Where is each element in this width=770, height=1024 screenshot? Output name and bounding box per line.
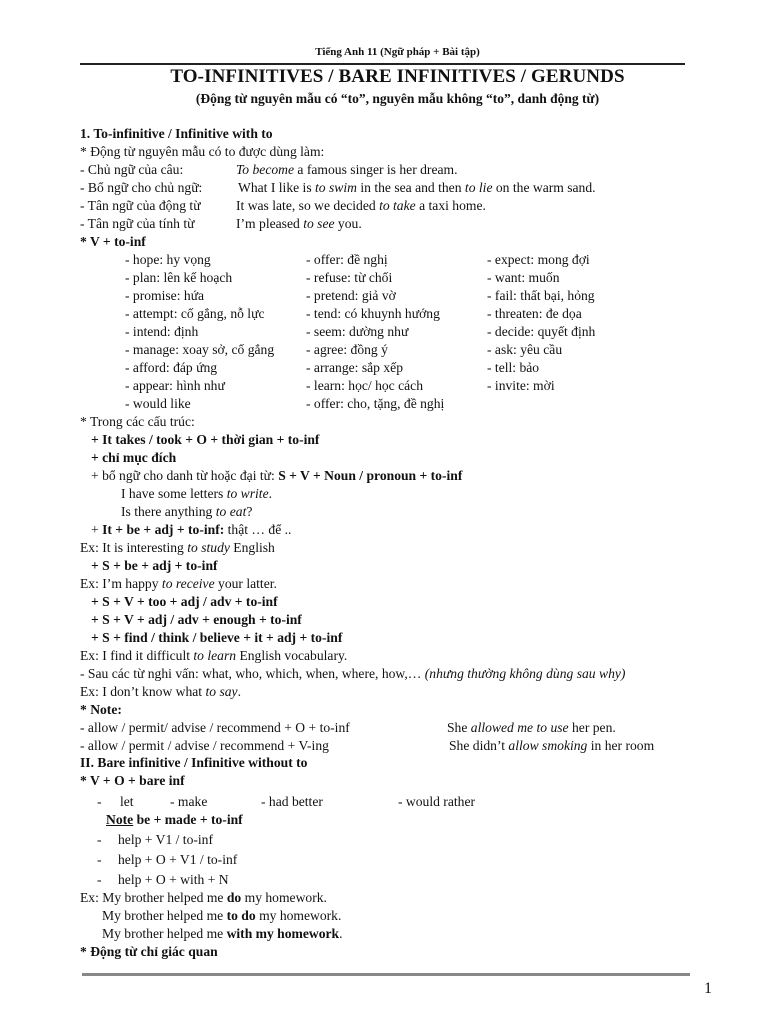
use-label: - Chủ ngữ của câu: (80, 162, 184, 177)
verb-list-item: - invite: mời (487, 378, 555, 393)
list-dash: - (97, 832, 102, 847)
structure-line: + S + find / think / believe + it + adj + to-inf (91, 630, 343, 645)
help-pattern: help + O + V1 / to-inf (118, 852, 238, 867)
example-line: Is there anything to eat? (121, 504, 253, 519)
note-line: - allow / permit / advise / recommend + V-ing (80, 738, 329, 753)
section1-intro: * Động từ nguyên mẫu có to được dùng làm: (80, 144, 325, 159)
structure-line: + bổ ngữ cho danh từ hoặc đại từ: S + V + Noun / pronoun + to-inf (91, 468, 463, 483)
verb-list-item: - plan: lên kế hoạch (125, 270, 233, 285)
section1-heading: 1. To-infinitive / Infinitive with to (80, 126, 273, 141)
list-dash: - (97, 852, 102, 867)
perception-verbs-heading: * Động từ chỉ giác quan (80, 944, 218, 959)
verb-list-item: - want: muốn (487, 270, 560, 285)
verb-list-item: - attempt: cố gắng, nỗ lực (125, 306, 265, 321)
use-label: - Bổ ngữ cho chủ ngữ: (80, 180, 203, 195)
note-line: - allow / permit/ advise / recommend + O + to-inf (80, 720, 350, 735)
note-heading: * Note: (80, 702, 122, 717)
structure-line: + It takes / took + O + thời gian + to-inf (91, 432, 320, 447)
verb-list-item: - seem: dường như (306, 324, 409, 339)
verb-list-item: - tell: bảo (487, 360, 540, 375)
v-to-inf-heading: * V + to-inf (80, 234, 146, 249)
example-line: Ex: I find it difficult to learn English vocabulary. (80, 648, 348, 663)
structure-line: + S + be + adj + to-inf (91, 558, 218, 573)
verb-list-item: - offer: cho, tặng, đề nghị (306, 396, 445, 411)
verb-list-item: - expect: mong đợi (487, 252, 590, 267)
wh-words-line: - Sau các từ nghi vấn: what, who, which, when, where, how,… (nhưng thường không dùng sau why) (80, 666, 626, 681)
running-header: Tiếng Anh 11 (Ngữ pháp + Bài tập) (315, 46, 480, 58)
example-line: I have some letters to write. (121, 486, 273, 501)
verb-list-item: - learn: học/ học cách (306, 378, 423, 393)
note-made-line: Note be + made + to-inf (106, 812, 243, 827)
bare-inf-verb: let (120, 794, 134, 809)
list-dash: - (97, 872, 102, 887)
verb-list-item: - offer: đề nghị (306, 252, 388, 267)
structure-line: + S + V + too + adj / adv + to-inf (91, 594, 278, 609)
bare-inf-verb: - make (170, 794, 208, 809)
verb-list-item: - threaten: đe dọa (487, 306, 582, 321)
help-pattern: help + V1 / to-inf (118, 832, 214, 847)
verb-list-item: - promise: hứa (125, 288, 205, 303)
note-example: She didn’t allow smoking in her room (449, 738, 655, 753)
section2-heading: II. Bare infinitive / Infinitive without to (80, 755, 308, 770)
verb-list-item: - agree: đồng ý (306, 342, 388, 357)
help-pattern: help + O + with + N (118, 872, 229, 887)
page-title: TO-INFINITIVES / BARE INFINITIVES / GERUNDS (170, 66, 625, 87)
note-example: She allowed me to use her pen. (447, 720, 616, 735)
use-example: It was late, so we decided to take a taxi home. (236, 198, 486, 213)
use-example: I’m pleased to see you. (236, 216, 362, 231)
use-label: - Tân ngữ của tính từ (80, 216, 195, 231)
use-label: - Tân ngữ của động từ (80, 198, 201, 213)
verb-list-item: - tend: có khuynh hướng (306, 306, 440, 321)
verb-list-item: - refuse: từ chối (306, 270, 393, 285)
page-number: 1 (704, 980, 712, 997)
use-example: What I like is to swim in the sea and then to lie on the warm sand. (238, 180, 596, 195)
use-example: To become a famous singer is her dream. (236, 162, 458, 177)
example-line: My brother helped me to do my homework. (102, 908, 342, 923)
list-dash: - (97, 794, 102, 809)
verb-list-item: - ask: yêu cầu (487, 342, 563, 357)
verb-list-item: - decide: quyết định (487, 324, 596, 339)
example-line: Ex: My brother helped me do my homework. (80, 890, 327, 905)
verb-list-item: - hope: hy vọng (125, 252, 211, 267)
verb-list-item: - arrange: sắp xếp (306, 360, 403, 375)
bare-inf-verb: - had better (261, 794, 323, 809)
structures-heading: * Trong các cấu trúc: (80, 414, 195, 429)
footer-rule (82, 973, 690, 976)
verb-list-item: - afford: đáp ứng (125, 360, 218, 375)
verb-list-item: - appear: hình như (125, 378, 225, 393)
header-rule (80, 63, 685, 65)
structure-line: + It + be + adj + to-inf: thật … để .. (91, 522, 292, 537)
example-line: My brother helped me with my homework. (102, 926, 343, 941)
v-o-bare-inf-heading: * V + O + bare inf (80, 773, 185, 788)
example-line: Ex: I’m happy to receive your latter. (80, 576, 277, 591)
verb-list-item: - manage: xoay sở, cố gắng (125, 342, 275, 357)
structure-line: + S + V + adj / adv + enough + to-inf (91, 612, 302, 627)
page-subtitle: (Động từ nguyên mẫu có “to”, nguyên mẫu không “to”, danh động từ) (195, 91, 600, 106)
structure-line: + chỉ mục đích (91, 450, 177, 465)
verb-list-item: - intend: định (125, 324, 199, 339)
example-line: Ex: I don’t know what to say. (80, 684, 241, 699)
bare-inf-verb: - would rather (398, 794, 476, 809)
example-line: Ex: It is interesting to study English (80, 540, 275, 555)
verb-list-item: - fail: thất bại, hỏng (487, 288, 595, 303)
verb-list-item: - pretend: giả vờ (306, 288, 396, 303)
verb-list-item: - would like (125, 396, 191, 411)
